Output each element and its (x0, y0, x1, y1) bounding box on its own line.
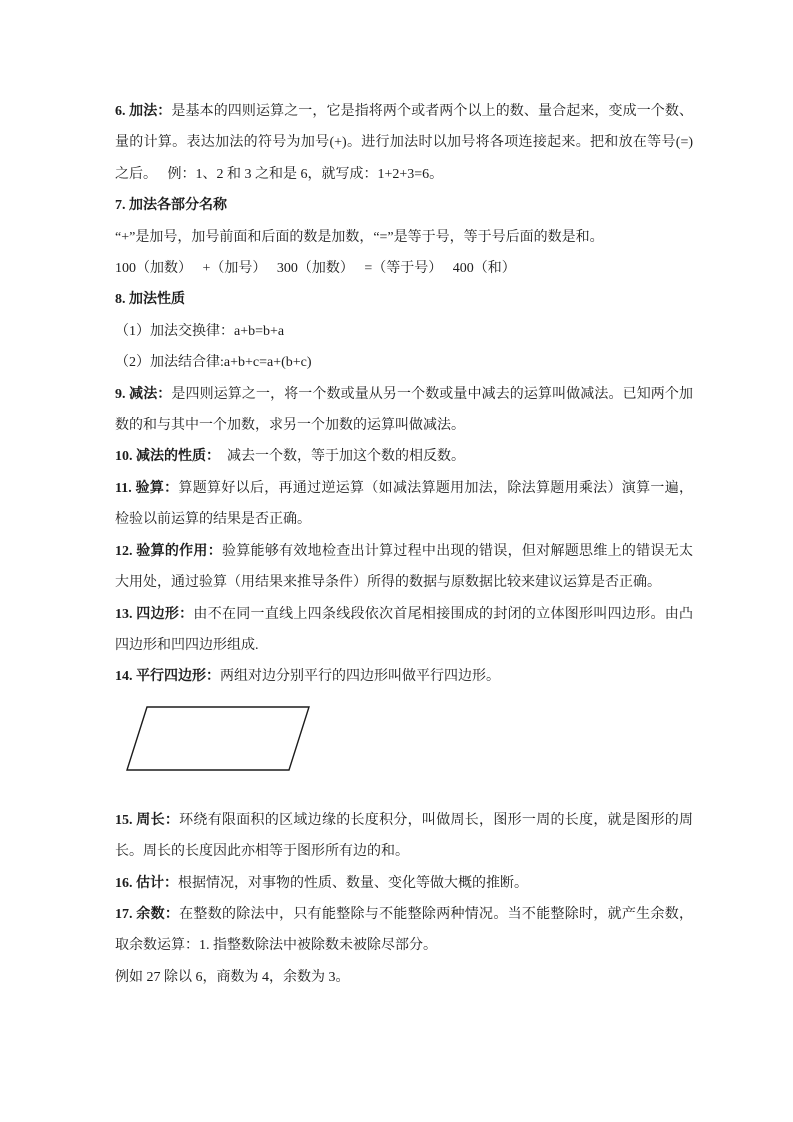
entry-term-bold: 9. 减法： (115, 386, 172, 402)
entry-subtraction-property (115, 441, 693, 472)
entry-addition-parts-line (115, 222, 693, 253)
entry-check-calculation-purpose (115, 536, 693, 599)
entry-commutative-law-line (115, 316, 693, 347)
entry-body-text: 根据情况，对事物的性质、数量、变化等做大概的推断。 (178, 875, 528, 891)
entry-body-text: 例如 27 除以 6，商数为 4，余数为 3。 (115, 969, 350, 985)
entry-body-text: 算题算好以后，再通过逆运算（如减法算题用加法，除法算题用乘法）演算一遍，检验以前运算的结果是否正确。 (115, 480, 693, 528)
entry-term-bold: 17. 余数： (115, 906, 180, 922)
entry-term-bold: 16. 估计： (115, 875, 178, 891)
parallelogram-shape (125, 706, 325, 772)
entry-body-text: 减去一个数，等于加这个数的相反数。 (213, 449, 465, 465)
entry-addition-parts-heading (115, 190, 693, 221)
entry-term-bold: 15. 周长： (115, 812, 180, 828)
entry-addition-properties-heading (115, 284, 693, 315)
entry-remainder (115, 899, 693, 962)
entry-term-bold: 13. 四边形： (115, 606, 194, 622)
entry-term-bold: 7. 加法各部分名称 (115, 198, 227, 214)
entry-term-bold: 12. 验算的作用： (115, 543, 222, 559)
entry-body-text: 是四则运算之一，将一个数或量从另一个数或量中减去的运算叫做减法。已知两个加数的和与其中一个加数，求另一个加数的运算叫做减法。 (115, 386, 694, 434)
entry-quadrilateral (115, 599, 693, 662)
entry-body-text: 是基本的四则运算之一，它是指将两个或者两个以上的数、量合起来，变成一个数、量的计算。表达加法的符号为加号(+)。进行加法时以加号将各项连接起来。把和放在等号(=)之后。 例：1、2 和 3 之和是 6，就写成：1+2+3=6。 (115, 104, 694, 182)
entry-body-text: 100（加数） +（加号） 300（加数） =（等于号） 400（和） (115, 261, 516, 277)
entry-term-bold: 11. 验算： (115, 480, 179, 496)
entry-subtraction (115, 379, 693, 442)
entry-remainder-example (115, 962, 693, 993)
entry-term-bold: 8. 加法性质 (115, 292, 185, 308)
entry-body-text: “+”是加号，加号前面和后面的数是加数，“=”是等于号，等于号后面的数是和。 (115, 229, 604, 245)
entry-estimation (115, 868, 693, 899)
entry-parallelogram (115, 661, 693, 692)
entry-body-text: （1）加法交换律：a+b=b+a (115, 323, 285, 339)
entry-body-text: 验算能够有效地检查出计算过程中出现的错误，但对解题思维上的错误无太大用处，通过验算（用结果来推导条件）所得的数据与原数据比较来建议运算是否正确。 (115, 543, 694, 591)
entry-associative-law-line (115, 347, 693, 378)
entry-addition-example-line (115, 253, 693, 284)
entry-body-text: 在整数的除法中，只有能整除与不能整除两种情况。当不能整除时，就产生余数，取余数运算：1. 指整数除法中被除数未被除尽部分。 (115, 906, 694, 954)
entry-term-bold: 6. 加法： (115, 104, 172, 119)
entry-check-calculation (115, 473, 693, 536)
entry-body-text: （2）加法结合律:a+b+c=a+(b+c) (115, 355, 312, 371)
entry-perimeter (115, 805, 693, 868)
entry-addition (115, 96, 693, 190)
entry-term-bold: 10. 减法的性质： (115, 449, 213, 465)
entry-term-bold: 14. 平行四边形： (115, 669, 220, 685)
entry-body-text: 环绕有限面积的区域边缘的长度积分，叫做周长，图形一周的长度，就是图形的周长。周长的长度因此亦相等于图形所有边的和。 (115, 812, 694, 860)
entry-body-text: 由不在同一直线上四条线段依次首尾相接围成的封闭的立体图形叫四边形。由凸四边形和凹四边形组成. (115, 606, 694, 653)
entry-body-text: 两组对边分别平行的四边形叫做平行四边形。 (220, 669, 500, 685)
parallelogram-figure (115, 693, 693, 805)
